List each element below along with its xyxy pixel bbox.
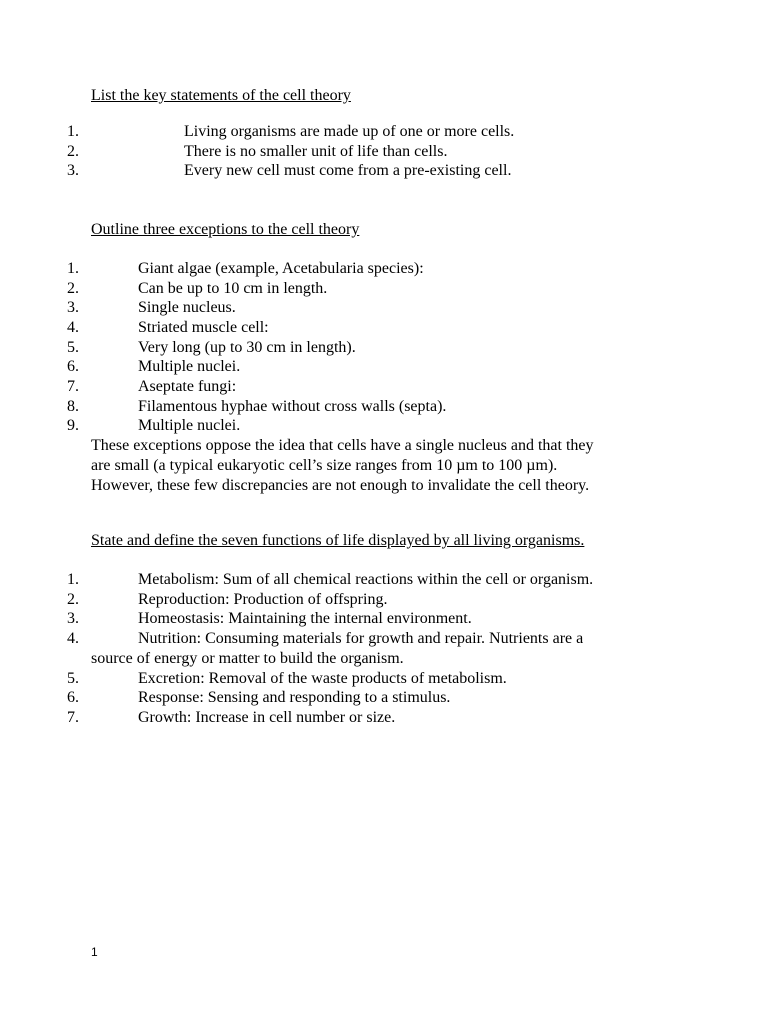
list-number: 6. (67, 689, 79, 706)
section3-heading: State and define the seven functions of life displayed by all living organisms. (91, 532, 585, 549)
list-item: Excretion: Removal of the waste products of metabolism. (138, 670, 507, 687)
list-number: 4. (67, 630, 79, 647)
list-item: Living organisms are made up of one or more cells. (184, 123, 515, 140)
page-number: 1 (91, 945, 98, 959)
list-item: Every new cell must come from a pre-existing cell. (184, 162, 512, 179)
list-number: 9. (67, 417, 79, 434)
list-number: 7. (67, 709, 79, 726)
paragraph-line: are small (a typical eukaryotic cell’s size ranges from 10 µm to 100 µm). (91, 457, 558, 474)
list-item-continuation: source of energy or matter to build the organism. (91, 650, 404, 667)
list-number: 4. (67, 319, 79, 336)
list-item: Striated muscle cell: (138, 319, 269, 336)
list-item: Nutrition: Consuming materials for growth and repair. Nutrients are a (138, 630, 584, 647)
list-number: 1. (67, 260, 79, 277)
list-number: 3. (67, 299, 79, 316)
list-number: 2. (67, 591, 79, 608)
paragraph-line: However, these few discrepancies are not enough to invalidate the cell theory. (91, 477, 590, 494)
list-number: 8. (67, 398, 79, 415)
list-item: Very long (up to 30 cm in length). (138, 339, 356, 356)
list-number: 7. (67, 378, 79, 395)
paragraph-line: These exceptions oppose the idea that cells have a single nucleus and that they (91, 437, 594, 454)
list-item: Giant algae (example, Acetabularia species): (138, 260, 424, 277)
list-item: Reproduction: Production of offspring. (138, 591, 388, 608)
list-number: 1. (67, 123, 79, 140)
list-number: 6. (67, 358, 79, 375)
list-item: Metabolism: Sum of all chemical reactions within the cell or organism. (138, 571, 594, 588)
list-item: Homeostasis: Maintaining the internal environment. (138, 610, 472, 627)
list-number: 3. (67, 610, 79, 627)
list-item: Growth: Increase in cell number or size. (138, 709, 396, 726)
list-item: Multiple nuclei. (138, 358, 241, 375)
list-item: Aseptate fungi: (138, 378, 237, 395)
section1-heading: List the key statements of the cell theory (91, 87, 351, 104)
list-item: Response: Sensing and responding to a stimulus. (138, 689, 451, 706)
list-number: 2. (67, 143, 79, 160)
list-number: 2. (67, 280, 79, 297)
list-item: Multiple nuclei. (138, 417, 241, 434)
list-item: Single nucleus. (138, 299, 236, 316)
list-number: 5. (67, 670, 79, 687)
list-number: 1. (67, 571, 79, 588)
list-number: 3. (67, 162, 79, 179)
section2-heading: Outline three exceptions to the cell theory (91, 221, 360, 238)
list-number: 5. (67, 339, 79, 356)
list-item: Can be up to 10 cm in length. (138, 280, 328, 297)
list-item: There is no smaller unit of life than cells. (184, 143, 448, 160)
list-item: Filamentous hyphae without cross walls (septa). (138, 398, 447, 415)
